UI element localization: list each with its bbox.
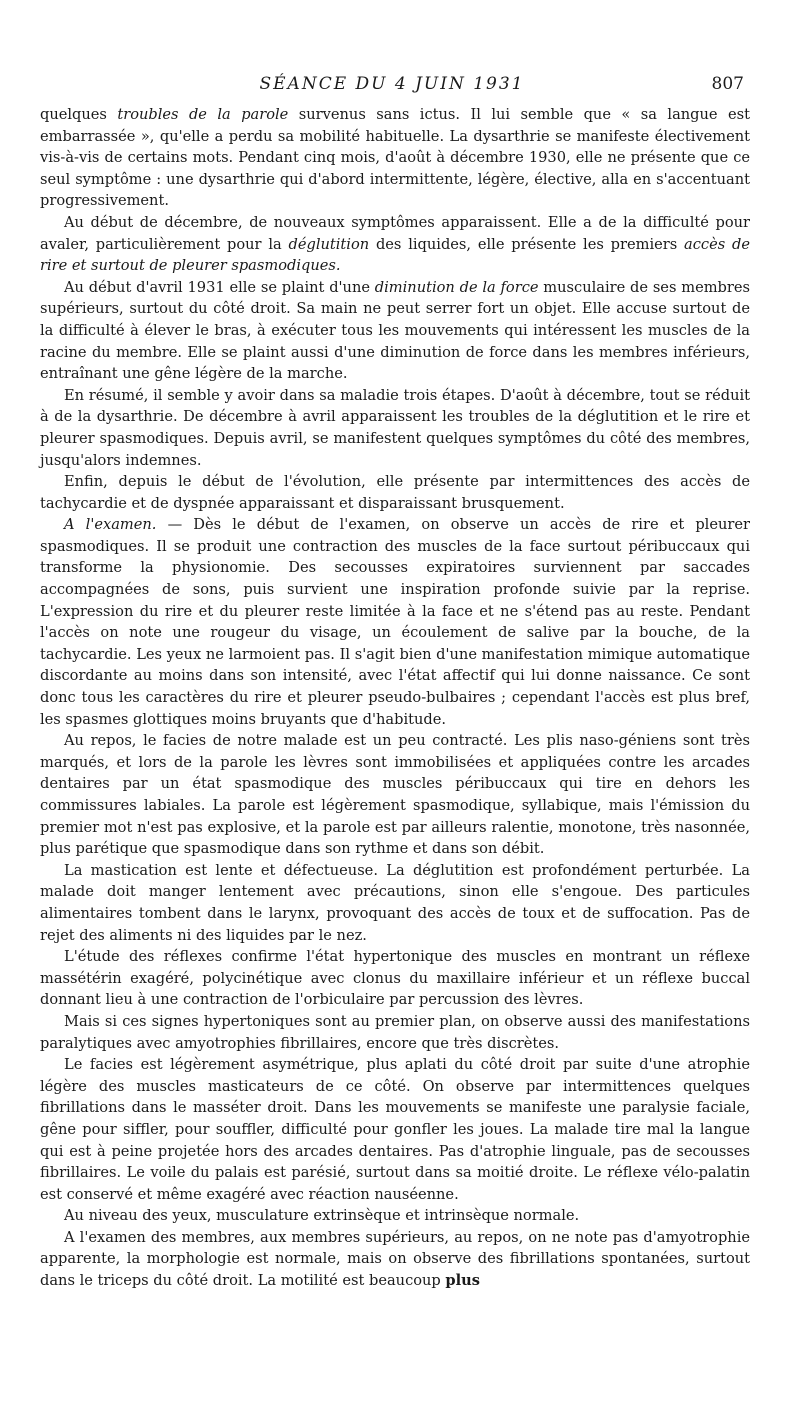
text-run: — Dès le début de l'examen, on observe un accès de rire et pleurer spasmodiques. Il se produit une contraction des muscles de la face surtout péribuccaux qui transforme la physionomie. Des secousses expiratoires surviennent par saccades accompagnées de sons, puis survient une inspiration profonde suivie par la reprise. L'expression du rire et du pleurer reste limitée à la face et ne s'étend pas au reste. Pendant l'accès on note une rougeur du visage, un écoulement de salive par la bouche, de la tachycardie. Les yeux ne larmoient pas. Il s'agit bien d'une manifestation mimique automatique discordante au moins dans son intensité, avec l'état affectif qui lui donne naissance. Ce sont donc tous les caractères du rire et pleurer pseudo-bulbaires ; cependant l'accès est plus bref, les spasmes glottiques moins bruyants que d'habitude.: [40, 516, 750, 728]
paragraph: [40, 730, 750, 860]
text-run: Enfin, depuis le début de l'évolution, elle présente par intermittences des accès de tachycardie et de dyspnée apparaissant et disparaissant brusquement.: [40, 473, 750, 512]
text-run: En résumé, il semble y avoir dans sa maladie trois étapes. D'août à décembre, tout se réduit à de la dysarthrie. De décembre à avril apparaissent les troubles de la déglutition et le rire et pleurer spasmodiques. Depuis avril, se manifestent quelques symptômes du côté des membres, jusqu'alors indemnes.: [40, 386, 750, 469]
text-run: survenus sans ictus. Il lui semble que « sa langue est embarrassée », qu'elle a perdu sa mobilité habituelle. La dysarthrie se manifeste électivement vis-à-vis de certains mots. Pendant cinq mois, d'août à décembre 1930, elle ne présente que ce seul symptôme : une dysarthrie qui d'abord intermittente, légère, élective, alla en s'accentuant progressivement.: [40, 106, 750, 210]
text-run: plus: [445, 1272, 480, 1290]
paragraph: [40, 1011, 750, 1054]
paragraph: [40, 514, 750, 730]
paragraph: [40, 1205, 750, 1227]
paragraph: [40, 212, 750, 277]
text-run: A l'examen.: [64, 516, 157, 534]
paragraph: [40, 946, 750, 1011]
text-run: diminution de la force: [374, 278, 539, 296]
text-run: accès de rire et surtout de pleurer spasmodiques.: [40, 235, 750, 275]
paragraph: [40, 1227, 750, 1292]
paragraph: [40, 104, 750, 212]
text-run: musculaire de ses membres supérieurs, surtout du côté droit. Sa main ne peut serrer fort un objet. Elle accuse surtout de la difficulté à élever le bras, à exécuter tous les mouvements qui intéressent les muscles de la racine du membre. Elle se plaint aussi d'une diminution de force dans les membres inférieurs, entraînant une gêne légère de la marche.: [40, 278, 750, 383]
text-run: des liquides, elle présente les premiers: [369, 235, 685, 253]
text-run: quelques: [40, 106, 118, 123]
page-number: 807: [711, 74, 744, 94]
text-run: Au début de décembre, de nouveaux symptômes apparaissent. Elle a de la difficulté pour avaler, particulièrement pour la: [40, 213, 750, 253]
text-run: Mais si ces signes hypertoniques sont au premier plan, on observe aussi des manifestations paralytiques avec amyotrophies fibrillaires, encore que très discrètes.: [40, 1012, 750, 1052]
paragraph: [40, 277, 750, 385]
text-run: troubles de la parole: [117, 106, 289, 123]
paragraph: [40, 385, 750, 471]
text-run: Au niveau des yeux, musculature extrinsèque et intrinsèque normale.: [64, 1207, 580, 1225]
running-title: SÉANCE DU 4 JUIN 1931: [259, 74, 525, 94]
running-head: [40, 74, 744, 98]
text-run: Au repos, le facies de notre malade est un peu contracté. Les plis naso-géniens sont très marqués, et lors de la parole les lèvres sont immobilisées et appliquées contre les arcades dentaires par un état spasmodique des muscles péribuccaux qui tire en dehors les commissures labiales. La parole est légèrement spasmodique, syllabique, mais l'émission du premier mot n'est pas explosive, et la parole est par ailleurs ralentie, monotone, très nasonnée, plus parétique que spasmodique dans son rythme et dans son débit.: [40, 732, 750, 858]
text-run: déglutition: [288, 235, 370, 253]
paragraph: [40, 1054, 750, 1205]
text-run: Au début d'avril 1931 elle se plaint d'une: [64, 278, 375, 296]
paragraph: [40, 471, 750, 514]
text-run: La mastication est lente et défectueuse. La déglutition est profondément perturbée. La malade doit manger lentement avec précautions, sinon elle s'engoue. Des particules alimentaires tombent dans le larynx, provoquant des accès de toux et de suffocation. Pas de rejet des aliments ni des liquides par le nez.: [40, 861, 750, 944]
text-run: L'étude des réflexes confirme l'état hypertonique des muscles en montrant un réflexe massétérin exagéré, polycinétique avec clonus du maxillaire inférieur et un réflexe buccal donnant lieu à une contraction de l'orbiculaire par percussion des lèvres.: [40, 948, 750, 1009]
body-text: [40, 104, 750, 1292]
text-run: A l'examen des membres, aux membres supérieurs, au repos, on ne note pas d'amyotrophie apparente, la morphologie est normale, mais on observe des fibrillations spontanées, surtout dans le triceps du côté droit. La motilité est beaucoup: [40, 1228, 750, 1290]
paragraph: [40, 860, 750, 946]
text-run: Le facies est légèrement asymétrique, plus aplati du côté droit par suite d'une atrophie légère des muscles masticateurs de ce côté. On observe par intermittences quelques fibrillations dans le masséter droit. Dans les mouvements se manifeste une paralysie faciale, gêne pour siffler, pour souffler, difficulté pour gonfler les joues. La malade tire mal la langue qui est à peine projetée hors des arcades dentaires. Pas d'atrophie linguale, pas de secousses fibrillaires. Le voile du palais est parésié, surtout dans sa moitié droite. Le réflexe vélo-palatin est conservé et même exagéré avec réaction nauséenne.: [40, 1056, 750, 1203]
